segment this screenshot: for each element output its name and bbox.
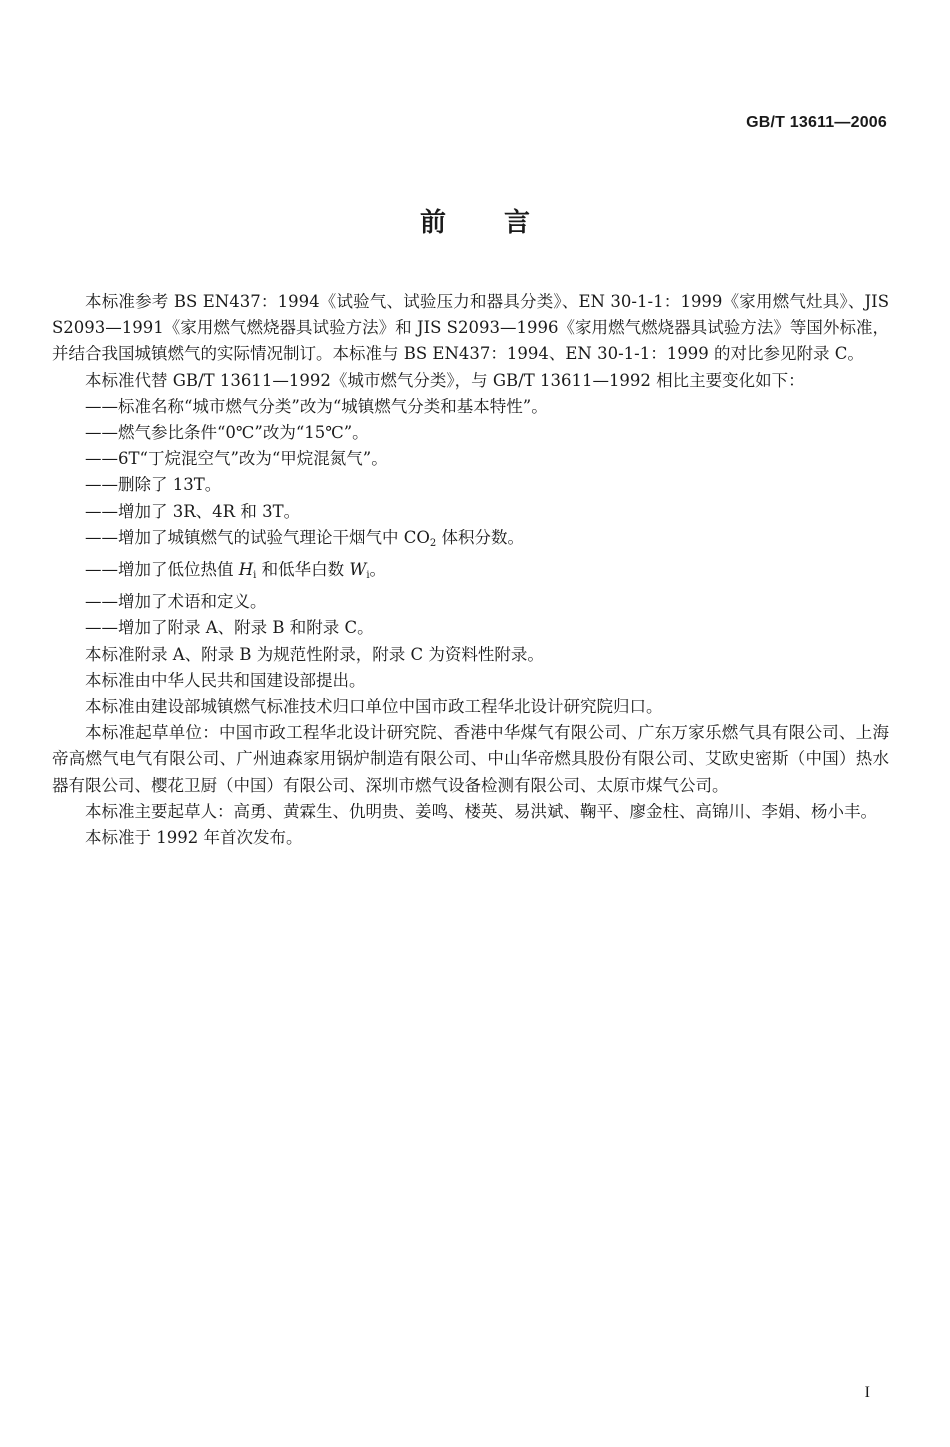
change-hw-text: ——增加了低位热值: [85, 560, 239, 580]
co2-subscript: 2: [429, 537, 437, 549]
paragraph-drafting-units: 本标准起草单位：中国市政工程华北设计研究院、香港中华煤气有限公司、广东万家乐燃气具有限公司、上海帝高燃气电气有限公司、广州迪森家用锅炉制造有限公司、中山华帝燃具股份有限公司、艾欧史密斯（中国）热水器有限公司、樱花卫厨（中国）有限公司、深圳市燃气设备检测有限公司、太原市煤气公司。: [52, 723, 889, 795]
change-item-heating-value: [52, 557, 889, 589]
symbol-h: H: [238, 560, 254, 580]
change-item: ——增加了 3R、4R 和 3T。: [85, 501, 301, 521]
change-hw-middle: 和低华白数: [256, 560, 350, 580]
paragraph-managed-by: 本标准由建设部城镇燃气标准技术归口单位中国市政工程华北设计研究院归口。: [85, 697, 663, 717]
symbol-w-subscript: i: [366, 570, 370, 582]
change-item: ——增加了附录 A、附录 B 和附录 C。: [85, 618, 374, 638]
change-co2-text: ——增加了城镇燃气的试验气理论干烟气中 CO: [85, 527, 430, 547]
change-item: ——增加了术语和定义。: [85, 592, 267, 612]
paragraph-replaces: 本标准代替 GB/T 13611—1992《城市燃气分类》，与 GB/T 13611—1992 相比主要变化如下：: [85, 370, 805, 390]
standard-number: GB/T 13611—2006: [746, 114, 887, 131]
page-title: 前言: [419, 208, 588, 238]
page-number: I: [864, 1384, 870, 1401]
symbol-h-subscript: i: [253, 570, 257, 582]
paragraph-proposed-by: 本标准由中华人民共和国建设部提出。: [85, 670, 366, 690]
paragraph-appendix-types: 本标准附录 A、附录 B 为规范性附录，附录 C 为资料性附录。: [85, 644, 544, 664]
change-item: ——6T“丁烷混空气”改为“甲烷混氮气”。: [85, 449, 388, 469]
change-hw-tail: 。: [369, 560, 387, 580]
change-item-co2: [52, 525, 889, 557]
paragraph-drafters: 本标准主要起草人：高勇、黄霖生、仇明贵、姜鸣、楼英、易洪斌、鞠平、廖金柱、高锦川、李娟、杨小丰。: [85, 801, 877, 821]
change-item: ——燃气参比条件“0℃”改为“15℃”。: [85, 423, 369, 443]
symbol-w: W: [349, 560, 367, 580]
change-co2-tail: 体积分数。: [436, 527, 525, 547]
change-item: ——删除了 13T。: [85, 475, 222, 495]
paragraph-first-issued: 本标准于 1992 年首次发布。: [85, 828, 303, 848]
paragraph-references: 本标准参考 BS EN437：1994《试验气、试验压力和器具分类》、EN 30-1-1：1999《家用燃气灶具》、JIS S2093—1991《家用燃气燃烧器具试验方法》和 JIS S2093—1996《家用燃气燃烧器具试验方法》等国外标准，并结合我国城镇燃气的实际情况制订。本标准与 BS EN437：1994、EN 30-1-1：1999 的对比参见附录 C。: [52, 292, 889, 364]
foreword-body: [52, 289, 889, 851]
change-item: ——标准名称“城市燃气分类”改为“城镇燃气分类和基本特性”。: [85, 396, 548, 416]
